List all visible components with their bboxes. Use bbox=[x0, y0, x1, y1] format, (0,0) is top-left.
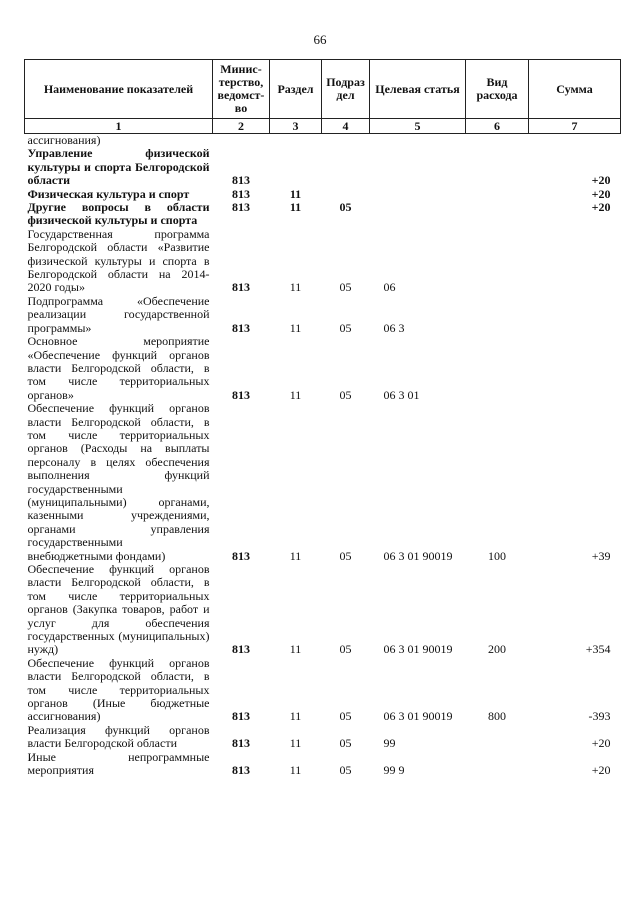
row-target bbox=[370, 147, 466, 187]
row-section: 11 bbox=[289, 548, 302, 563]
row-name: Государственная программа Белгородской области «Развитие физической культуры и спорта в Белгородской области на 2014-2020 годы» bbox=[27, 226, 210, 295]
header-name: Наименование показателей bbox=[25, 60, 213, 119]
row-name: Обеспечение функций органов власти Белгородской области, в том числе территориальных органов (Расходы на выплаты персоналу в целях обеспечения выполнения функций государственными (муниципальными) органами, казенными учреждениями, органами управления государственными внебюджетными фондами) bbox=[27, 401, 210, 563]
row-target bbox=[370, 134, 466, 148]
row-subsection: 05 bbox=[339, 736, 352, 751]
header-kind: Вид расхода bbox=[466, 60, 529, 119]
row-sum bbox=[529, 134, 621, 148]
row-subsection bbox=[322, 188, 370, 201]
table-row bbox=[25, 751, 621, 778]
column-number: 3 bbox=[270, 119, 322, 134]
row-section: 11 bbox=[289, 387, 302, 402]
table-row bbox=[25, 201, 621, 228]
column-number: 5 bbox=[370, 119, 466, 134]
table-row bbox=[25, 228, 621, 295]
row-target: 06 3 01 bbox=[383, 387, 420, 402]
header-sum: Сумма bbox=[529, 60, 621, 119]
row-sum: +20 bbox=[591, 200, 611, 215]
table-row bbox=[25, 402, 621, 563]
row-name: Физическая культура и спорт bbox=[27, 186, 190, 201]
row-ministry: 813 bbox=[232, 763, 250, 778]
row-name: Управление физической культуры и спорта Белгородской области bbox=[27, 146, 210, 188]
header-subsection: Подраз дел bbox=[322, 60, 370, 119]
row-sum bbox=[529, 295, 621, 335]
row-target: 06 3 01 90019 bbox=[383, 642, 453, 657]
row-kind bbox=[466, 335, 529, 402]
header-target: Целевая статья bbox=[370, 60, 466, 119]
row-section: 11 bbox=[289, 709, 302, 724]
row-target: 06 3 bbox=[383, 320, 405, 335]
column-number: 2 bbox=[213, 119, 270, 134]
row-kind bbox=[466, 147, 529, 187]
row-ministry: 813 bbox=[232, 709, 250, 724]
row-sum: +20 bbox=[591, 763, 611, 778]
row-name: Реализация функций органов власти Белгородской области bbox=[27, 722, 210, 751]
row-target bbox=[370, 188, 466, 201]
row-section: 11 bbox=[289, 763, 302, 778]
row-section: 11 bbox=[289, 642, 302, 657]
table-row bbox=[25, 147, 621, 187]
row-subsection: 05 bbox=[339, 642, 352, 657]
table-row bbox=[25, 188, 621, 201]
row-section: 11 bbox=[289, 280, 302, 295]
row-ministry bbox=[213, 134, 270, 148]
row-section: 11 bbox=[289, 186, 302, 201]
row-subsection: 05 bbox=[339, 320, 352, 335]
row-sum: +354 bbox=[585, 642, 611, 657]
row-name: Обеспечение функций органов власти Белгородской области, в том числе территориальных органов (Закупка товаров, работ и услуг для обеспечения государственных (муниципальных) нужд) bbox=[27, 562, 210, 657]
row-section: 11 bbox=[289, 200, 302, 215]
row-target bbox=[370, 201, 466, 228]
row-sum: +20 bbox=[591, 173, 611, 188]
row-target: 06 3 01 90019 bbox=[383, 709, 453, 724]
row-ministry: 813 bbox=[232, 320, 250, 335]
header-row bbox=[25, 60, 621, 119]
row-ministry: 813 bbox=[232, 173, 250, 188]
header-ministry: Минис-терство, ведомст-во bbox=[213, 60, 270, 119]
row-target: 06 3 01 90019 bbox=[383, 548, 453, 563]
row-name: Обеспечение функций органов власти Белгородской области, в том числе территориальных органов (Иные бюджетные ассигнования) bbox=[27, 655, 210, 724]
page-number: 66 bbox=[313, 32, 327, 47]
row-ministry: 813 bbox=[232, 186, 250, 201]
row-section bbox=[270, 147, 322, 187]
row-subsection: 05 bbox=[339, 387, 352, 402]
row-sum: -393 bbox=[588, 709, 611, 724]
row-section bbox=[270, 134, 322, 148]
row-subsection: 05 bbox=[339, 763, 352, 778]
row-subsection: 05 bbox=[339, 280, 352, 295]
row-subsection: 05 bbox=[339, 709, 352, 724]
row-ministry: 813 bbox=[232, 280, 250, 295]
row-ministry: 813 bbox=[232, 642, 250, 657]
row-kind bbox=[466, 751, 529, 778]
budget-table bbox=[24, 59, 621, 778]
row-subsection bbox=[322, 147, 370, 187]
row-subsection: 05 bbox=[339, 200, 352, 215]
row-name: Иные непрограммные мероприятия bbox=[27, 749, 210, 778]
table-row bbox=[25, 724, 621, 751]
column-number: 1 bbox=[25, 119, 213, 134]
table-row bbox=[25, 657, 621, 724]
row-subsection bbox=[322, 134, 370, 148]
table-row bbox=[25, 295, 621, 335]
header-section: Раздел bbox=[270, 60, 322, 119]
row-kind bbox=[466, 228, 529, 295]
row-sum: +20 bbox=[591, 186, 611, 201]
table-row bbox=[25, 335, 621, 402]
column-number: 6 bbox=[466, 119, 529, 134]
row-ministry: 813 bbox=[232, 548, 250, 563]
row-sum: +20 bbox=[591, 736, 611, 751]
row-kind bbox=[466, 201, 529, 228]
row-name: Подпрограмма «Обеспечение реализации государственной программы» bbox=[27, 293, 210, 335]
row-ministry: 813 bbox=[232, 736, 250, 751]
row-name: Основное мероприятие «Обеспечение функций органов власти Белгородской области, в том числе территориальных органов» bbox=[27, 334, 210, 402]
row-kind bbox=[466, 134, 529, 148]
row-target: 06 bbox=[383, 280, 396, 295]
row-section: 11 bbox=[289, 320, 302, 335]
row-name: Другие вопросы в области физической культуры и спорта bbox=[27, 200, 210, 228]
row-sum bbox=[529, 335, 621, 402]
row-kind: 200 bbox=[488, 642, 506, 657]
row-ministry: 813 bbox=[232, 387, 250, 402]
row-section: 11 bbox=[289, 736, 302, 751]
column-number: 4 bbox=[322, 119, 370, 134]
table-row bbox=[25, 134, 621, 148]
row-name: ассигнования) bbox=[27, 133, 101, 147]
row-sum: +39 bbox=[591, 548, 611, 563]
row-kind bbox=[466, 188, 529, 201]
row-ministry: 813 bbox=[232, 200, 250, 215]
row-kind bbox=[466, 724, 529, 751]
column-number-row bbox=[25, 119, 621, 134]
row-kind: 100 bbox=[488, 548, 506, 563]
row-subsection: 05 bbox=[339, 548, 352, 563]
row-kind bbox=[466, 295, 529, 335]
table-row bbox=[25, 563, 621, 657]
row-sum bbox=[529, 228, 621, 295]
row-target: 99 9 bbox=[383, 763, 405, 778]
column-number: 7 bbox=[529, 119, 621, 134]
row-target: 99 bbox=[383, 736, 396, 751]
row-kind: 800 bbox=[488, 709, 506, 724]
